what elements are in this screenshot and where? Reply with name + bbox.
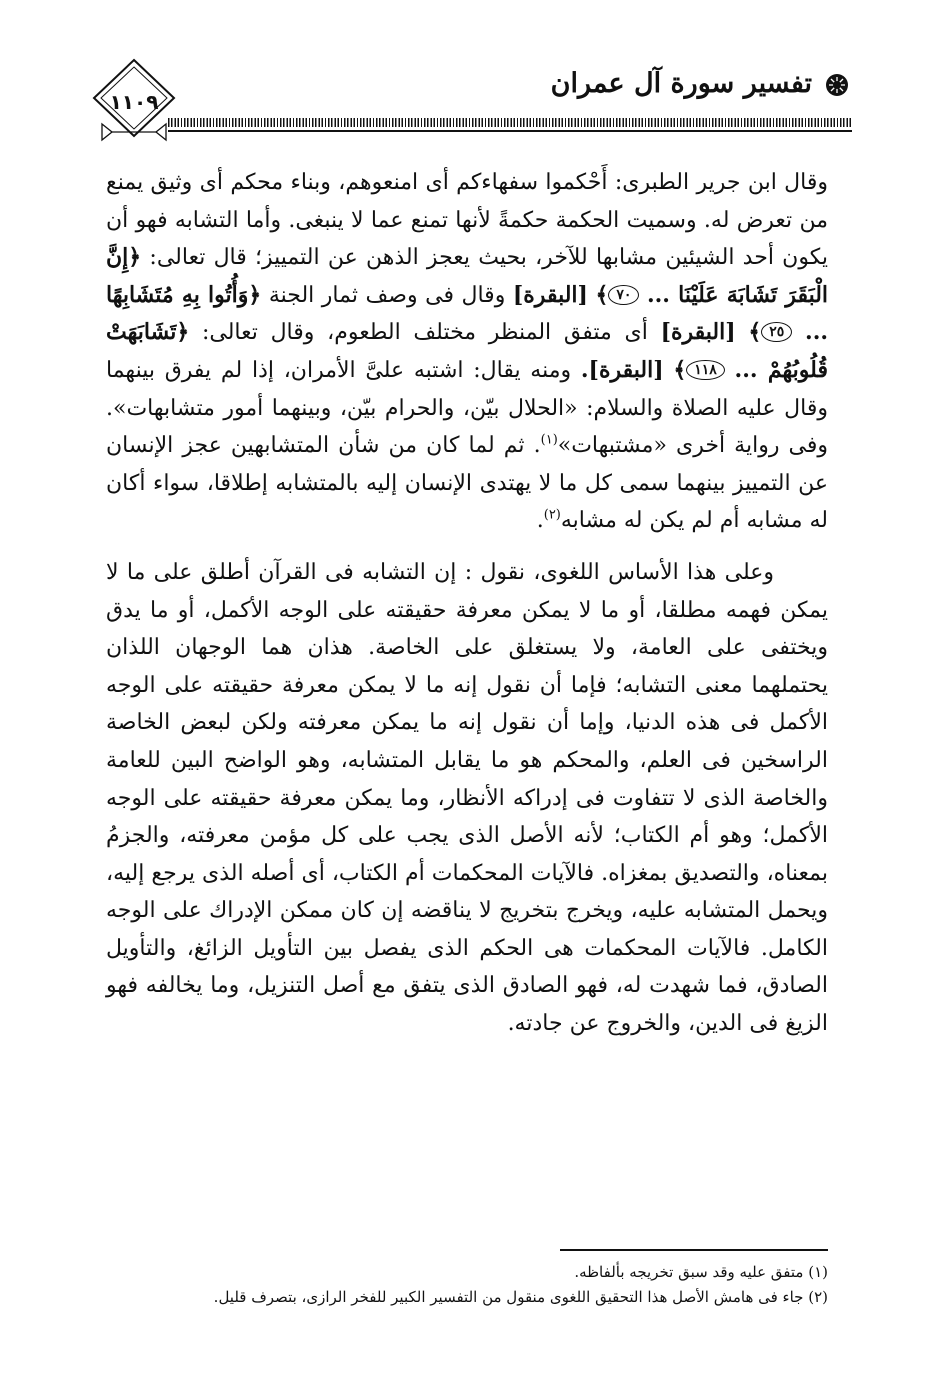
paragraph-2: وعلى هذا الأساس اللغوى، نقول : إن التشابه فى القرآن أطلق على ما لا يمكن فهمه مطلقا، أو ما لا يمكن معرفة حقيقته على الوجه الأكمل، أو ما يدق ويختفى على العامة، ولا يستغلق على الخاصة. هذان هما الوجهان اللذان يحتملهما معنى التشابه؛ فإما أن نقول إنه ما لا يمكن معرفة حقيقته على الوجه الأكمل فى هذه الدنيا، وإما أن نقول إنه ما يمكن معرفته ولكن لبعض الخاصة الراسخين فى العلم، والمحكم هو ما يقابل المتشابه، وهو الواضح البين للعامة والخاصة الذى لا تتفاوت فى إدراكه الأنظار، وما يمكن معرفة حقيقته على الوجه الأكمل؛ وهو أم الكتاب؛ لأنه الأصل الذى يجب على كل مؤمن معرفته، والجزمُ بمعناه، والتصديق بمغزاه. فالآيات المحكمات أم الكتاب، أى أصله الذى يرجع إليه، ويحمل المتشابه عليه، ويخرج بتخريج لا يناقضه إن كان ممكن الإدراك على الوجه الكامل. فالآيات المحكمات هى الحكم الذى يفصل بين التأويل الزائغ، والتأويل الصادق، فما شهدت له، فهو الصادق الذى يتفق مع أصل التنزيل، وما يخالفه فهو الزيغ فى الدين، والخروج عن جادته. (106, 559, 828, 1037)
ayah-number-3: ١١٨ (686, 360, 725, 380)
surah-reference-3: [البقرة]. (580, 356, 664, 383)
text-run: . ثم لما كان من شأن المتشابهين عجز الإنسان عن التمييز بينهما سمى كل ما لا يهتدى الإنسان إليه بالمتشابه إطلاقا، سواء أكان له مشابه أم لم يكن له مشابه (106, 433, 828, 534)
header-thin-rule (168, 130, 852, 132)
page-header (88, 58, 858, 158)
paragraph-1 (106, 164, 828, 540)
ayah-number-2: ٢٥ (761, 322, 792, 342)
quran-verse-3: ﴿تَشَابَهَتْ قُلُوبُهُمْ ... (106, 319, 828, 383)
text-run: أى متفق المنظر مختلف الطعوم، وقال تعالى: (201, 320, 648, 346)
quran-verse-1: ﴿إِنَّ الْبَقَرَ تَشَابَهَ عَلَيْنَا ... (106, 244, 829, 308)
quran-verse-2: ﴿وَأُتُوا بِهِ مُتَشَابِهًا ... (106, 281, 829, 346)
surah-reference-1: [البقرة] (512, 281, 588, 308)
verse-close-2: ﴾ (748, 319, 762, 346)
verse-close-3: ﴾ (673, 356, 687, 383)
footnote-separator (560, 1249, 828, 1251)
ayah-number-1: ٧٠ (608, 285, 639, 305)
footnote-2: (٢) جاء فى هامش الأصل هذا التحقيق اللغوى منقول من التفسير الكبير للفخر الرازى، بتصرف قليل. (213, 1288, 828, 1306)
header-hatched-rule (168, 118, 852, 127)
text-run: . (536, 508, 544, 534)
main-text (106, 164, 828, 1043)
running-title: تفسير سورة آل عمران (550, 68, 812, 99)
text-run: ومنه يقال: اشتبه علىَّ الأمران، إذا لم يفرق بينهما وقال عليه الصلاة والسلام: «الحلال بيّن، والحرام بيّن، وبينهما أمور متشابهات». وفى رواية أخرى «مشتبهات» (106, 357, 829, 459)
footnote-ref-1[interactable]: (١) (540, 432, 558, 448)
verse-close-1: ﴾ (595, 281, 609, 308)
ornament-icon (824, 72, 850, 98)
footnotes (106, 1260, 828, 1310)
footnote-1: (١) متفق عليه وقد سبق تخريجه بألفاظه. (574, 1263, 828, 1281)
page-number: ١١٠٩ (109, 90, 159, 114)
footnote-ref-2[interactable]: (٢) (543, 508, 561, 524)
surah-reference-2: [البقرة] (660, 319, 736, 346)
text-run: وقال ابن جرير الطبرى: أَحْكموا سفهاءكم أى امنعوهم، وبناء محكم أى وثيق يمنع من تعرض له. وسميت الحكمة حكمةً لأنها تمنع عما لا ينبغى. وأما التشابه فهو أن يكون أحد الشيئين مشابها للآخر، بحيث يعجز الذهن عن التمييز؛ قال تعالى: (106, 170, 828, 271)
text-run: وقال فى وصف ثمار الجنة (268, 282, 506, 308)
